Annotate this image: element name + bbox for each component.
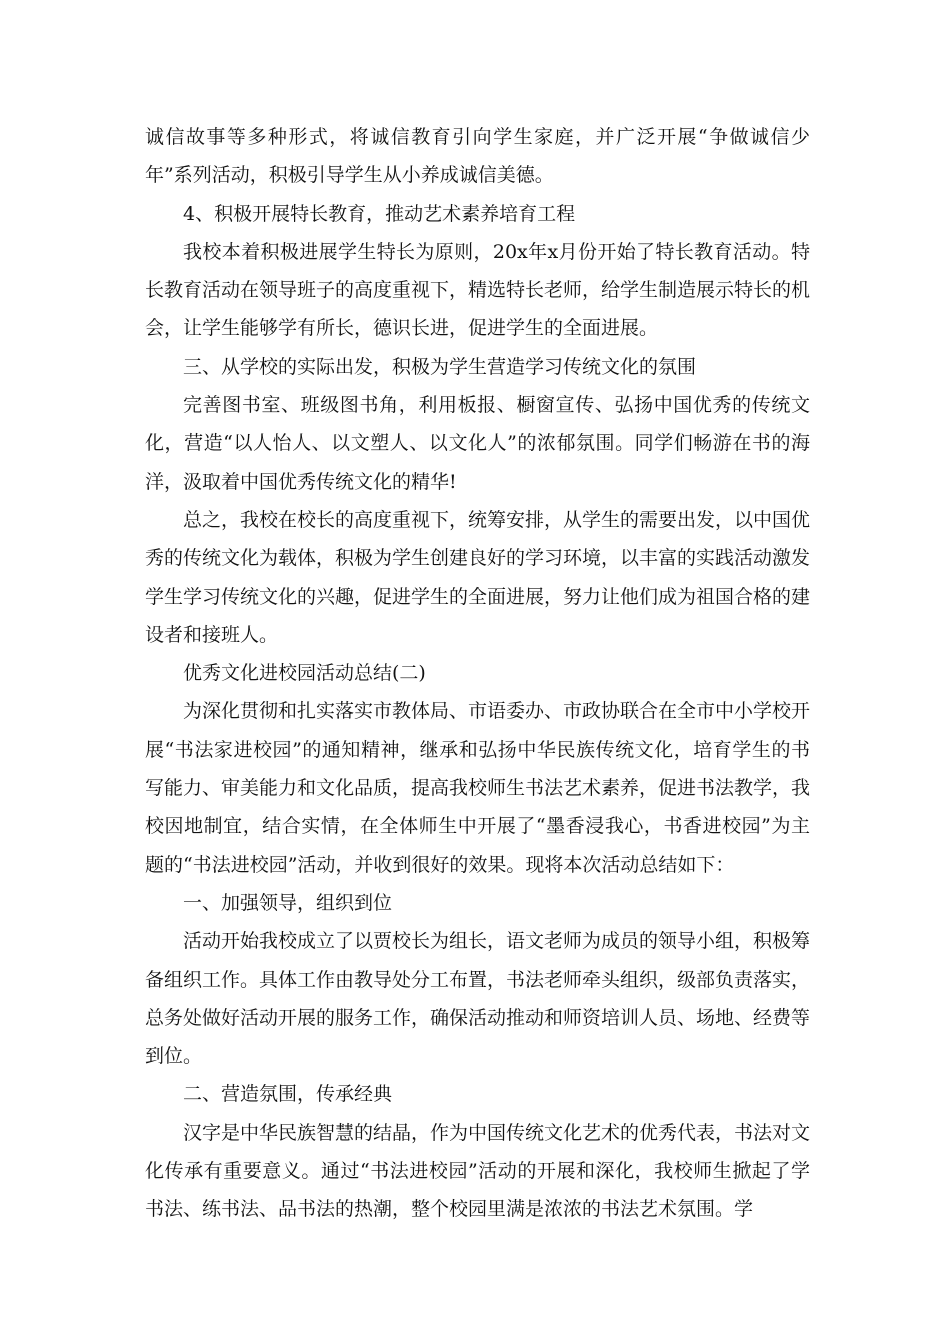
document-body <box>145 118 810 1229</box>
paragraph: 活动开始我校成立了以贾校长为组长，语文老师为成员的领导小组，积极筹备组织工作。具体工作由教导处分工布置，书法老师牵头组织，级部负责落实，总务处做好活动开展的服务工作，确保活动推动和师资培训人员、场地、经费等到位。 <box>145 930 811 1068</box>
paragraph: 总之，我校在校长的高度重视下，统筹安排，从学生的需要出发，以中国优秀的传统文化为载体，积极为学生创建良好的学习环境，以丰富的实践活动激发学生学习传统文化的兴趣，促进学生的全面进展，努力让他们成为祖国合格的建设者和接班人。 <box>145 508 811 646</box>
section-heading: 二、营造氛围，传承经典 <box>183 1083 393 1106</box>
paragraph: 为深化贯彻和扎实落实市教体局、市语委办、市政协联合在全市中小学校开展“书法家进校园”的通知精神，继承和弘扬中华民族传统文化，培育学生的书写能力、审美能力和文化品质，提高我校师生书法艺术素养，促进书法教学，我校因地制宜，结合实情，在全体师生中开展了“墨香浸我心，书香进校园”为主题的“书法进校园”活动，并收到很好的效果。现将本次活动总结如下： <box>145 700 811 876</box>
document-subtitle: 优秀文化进校园活动总结(二) <box>183 662 426 685</box>
section-heading: 三、从学校的实际出发，积极为学生营造学习传统文化的氛围 <box>183 355 697 378</box>
paragraph: 我校本着积极进展学生特长为原则，20x年x月份开始了特长教育活动。特长教育活动在领导班子的高度重视下，精选特长老师，给学生制造展示特长的机会，让学生能够学有所长，德识长进，促进学生的全面进展。 <box>145 240 811 340</box>
paragraph: 完善图书室、班级图书角，利用板报、橱窗宣传、弘扬中国优秀的传统文化，营造“以人怡人、以文塑人、以文化人”的浓郁氛围。同学们畅游在书的海洋，汲取着中国优秀传统文化的精华! <box>145 394 810 493</box>
paragraph: 诚信故事等多种形式，将诚信教育引向学生家庭，并广泛开展“争做诚信少年”系列活动，积极引导学生从小养成诚信美德。 <box>145 126 810 187</box>
paragraph: 汉字是中华民族智慧的结晶，作为中国传统文化艺术的优秀代表，书法对文化传承有重要意义。通过“书法进校园”活动的开展和深化，我校师生掀起了学书法、练书法、品书法的热潮，整个校园里满是浓浓的书法艺术氛围。学 <box>145 1121 811 1221</box>
section-heading: 一、加强领导，组织到位 <box>183 891 393 914</box>
section-heading: 4、积极开展特长教育，推动艺术素养培育工程 <box>183 202 576 225</box>
